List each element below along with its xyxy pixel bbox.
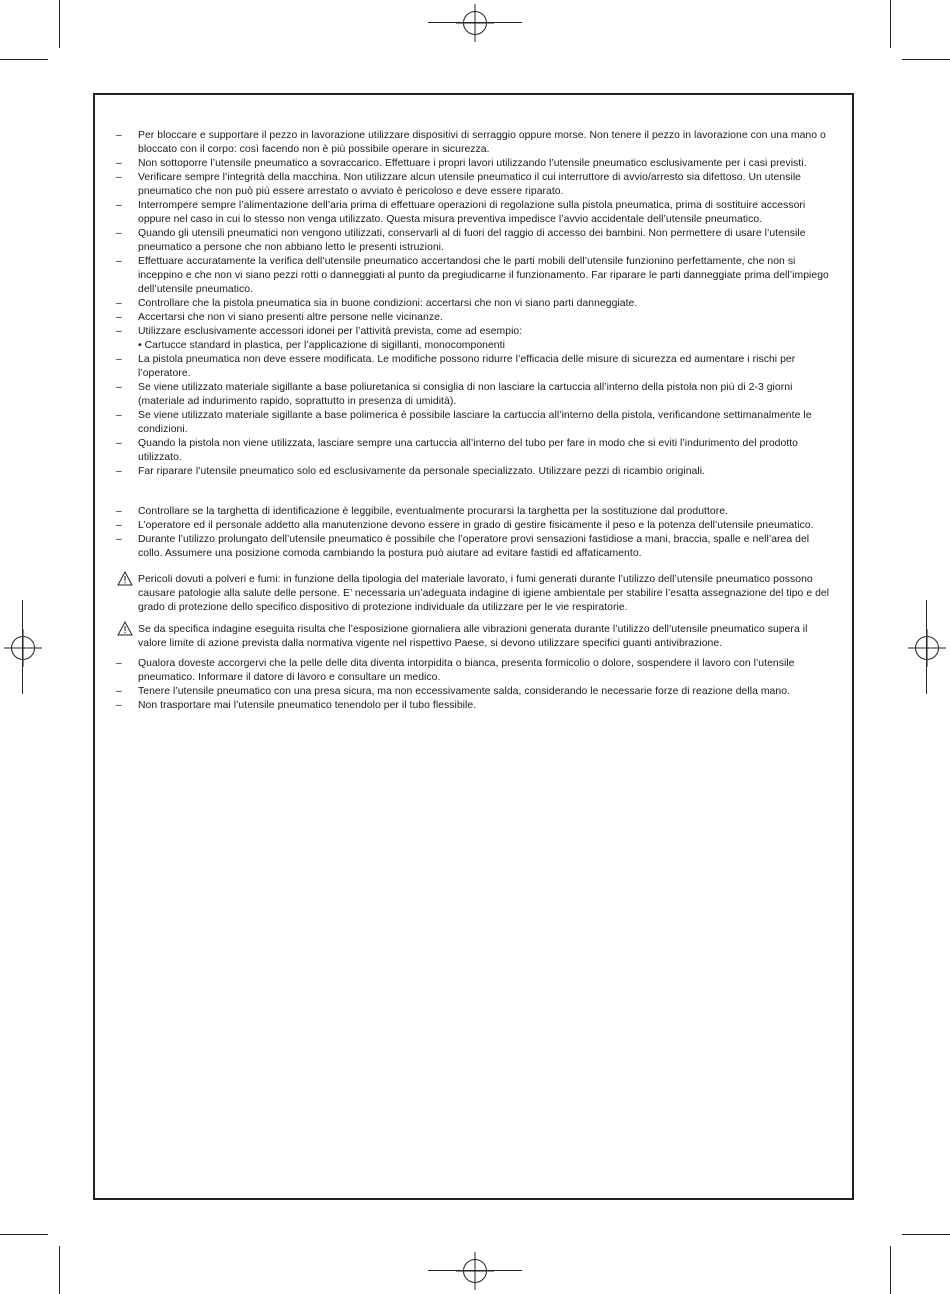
warning-vibration [116,623,834,651]
crop-mark [902,59,950,60]
list-item [116,519,834,533]
list-item [116,171,834,199]
list-item [116,255,834,297]
list-item [116,297,834,311]
warning-triangle-icon [117,571,133,586]
dash: – [116,438,122,449]
list-item-text: Per bloccare e supportare il pezzo in lavorazione utilizzare dispositivi di serraggio oppure morse. Non tenere il pezzo in lavorazione con una mano o bloccato con il corpo: così facendo non è più possibile operare in sicurezza. [138,130,826,155]
safety-list-handling [116,657,834,713]
list-item [116,505,834,519]
crop-mark [0,59,48,60]
list-item [116,311,834,325]
crop-mark [890,0,891,48]
dash: – [116,506,122,517]
list-item-text: Non trasportare mai l’utensile pneumatico tenendolo per il tubo flessibile. [138,700,477,711]
list-item [116,157,834,171]
warning-text: Se da specifica indagine eseguita risulta che l’esposizione giornaliera alle vibrazioni generata durante l’utilizzo dell’utensile pneumatico supera il valore limite di azione prevista dalla normativa vigente nel rispettivo Paese, si devono utilizzare specifici guanti antivibrazione. [138,624,808,649]
list-item-text: Se viene utilizzato materiale sigillante a base polimerica è possibile lasciare la cartuccia all’interno della pistola, verificandone settimanalmente le condizioni. [138,410,812,435]
safety-list-general-cont [116,353,834,479]
registration-mark-icon [11,636,35,660]
list-item [116,699,834,713]
dash: – [116,686,122,697]
list-subitem-text: • Cartucce standard in plastica, per l’applicazione di sigillanti, monocomponenti [138,340,505,351]
warning-triangle-icon [117,621,133,636]
list-item [116,227,834,255]
list-item-text: Controllare se la targhetta di identificazione è leggibile, eventualmente procurarsi la targhetta per la sostituzione dal produttore. [138,506,729,517]
list-item-text: La pistola pneumatica non deve essere modificata. Le modifiche possono ridurre l’efficacia delle misure di sicurezza ed aumentare i rischi per l’operatore. [138,354,796,379]
list-item-text: Interrompere sempre l’alimentazione dell’aria prima di effettuare operazioni di regolazione sulla pistola pneumatica, prima di sostituire accessori oppure nel caso in cui lo stesso non venga utilizzato. Questa misura preventiva impedisce l’avvio accidentale dell’utensile pneumatico. [138,200,806,225]
list-item-text: Verificare sempre l’integrità della macchina. Non utilizzare alcun utensile pneumatico il cui interruttore di avvio/arresto sia difettoso. Un utensile pneumatico che non può più essere arrestato o avviato è pericoloso e deve essere riparato. [138,172,802,197]
list-item-text: Tenere l’utensile pneumatico con una presa sicura, ma non eccessivamente salda, considerando le necessarie forze di reazione della mano. [138,686,790,697]
dash: – [116,326,122,337]
list-item [116,533,834,561]
crop-mark [890,1246,891,1294]
list-item [116,685,834,699]
dash: – [116,534,122,545]
safety-list-general [116,129,834,325]
dash: – [116,158,122,169]
dash: – [116,172,122,183]
list-item [116,325,834,353]
dash: – [116,130,122,141]
crop-mark [0,1234,48,1235]
list-item-text: Utilizzare esclusivamente accessori idonei per l’attività prevista, come ad esempio: [138,326,523,337]
list-item-text: Se viene utilizzato materiale sigillante a base poliuretanica si consiglia di non lasciare la cartuccia all’interno della pistola non più di 2-3 giorni (materiale ad indurimento rapido, soprattutto in presenza di umidità). [138,382,793,407]
dash: – [116,256,122,267]
list-item [116,381,834,409]
dash: – [116,228,122,239]
registration-mark-icon [915,636,939,660]
list-item [116,437,834,465]
safety-instructions [116,129,834,713]
safety-list-accessories [116,325,834,353]
list-item-text: Effettuare accuratamente la verifica dell’utensile pneumatico accertandosi che le parti mobili dell’utensile funzionino perfettamente, che non si inceppino e che non vi siano pezzi rotti o danneggiati al punto da pregiudicarne il funzionamento. Far riparare le parti danneggiate prima dell’impiego dell’utensile pneumatico. [138,256,829,295]
dash: – [116,658,122,669]
dash: – [116,700,122,711]
list-item-text: Durante l’utilizzo prolungato dell’utensile pneumatico è possibile che l’operatore provi sensazioni fastidiose a mani, braccia, spalle e nell’area del collo. Assumere una posizione comoda cambiando la postura può aiutare ad evitare fastidi ed affaticamento. [138,534,810,559]
list-item-text: Far riparare l’utensile pneumatico solo ed esclusivamente da personale specializzato. Utilizzare pezzi di ricambio originali. [138,466,706,477]
crop-mark [59,0,60,48]
dash: – [116,200,122,211]
list-item [116,409,834,437]
dash: – [116,382,122,393]
dash: – [116,312,122,323]
list-item [116,465,834,479]
list-item-text: Quando la pistola non viene utilizzata, lasciare sempre una cartuccia all’interno del tubo per fare in modo che si eviti l’indurimento del prodotto utilizzato. [138,438,799,463]
list-item-text: Quando gli utensili pneumatici non vengono utilizzati, conservarli al di fuori del raggio di accesso dei bambini. Non permettere di usare l’utensile pneumatico a persone che non abbiano letto le presenti istruzioni. [138,228,806,253]
registration-mark-icon [463,1259,487,1283]
dash: – [116,520,122,531]
safety-list-ergonomics [116,505,834,561]
page-frame [93,93,854,1200]
list-item-text: Accertarsi che non vi siano presenti altre persone nelle vicinanze. [138,312,443,323]
list-item-text: Non sottoporre l’utensile pneumatico a sovraccarico. Effettuare i propri lavori utilizzando l’utensile pneumatico esclusivamente per i casi previsti. [138,158,807,169]
registration-mark-icon [463,11,487,35]
warning-dust [116,573,834,615]
list-item-text: Controllare che la pistola pneumatica sia in buone condizioni: accertarsi che non vi siano parti danneggiate. [138,298,638,309]
list-item [116,129,834,157]
dash: – [116,466,122,477]
list-item-text: L’operatore ed il personale addetto alla manutenzione devono essere in grado di gestire fisicamente il peso e la potenza dell’utensile pneumatico. [138,520,814,531]
crop-mark [59,1246,60,1294]
list-item [116,353,834,381]
list-item [116,657,834,685]
list-item [116,199,834,227]
dash: – [116,354,122,365]
warning-text: Pericoli dovuti a polveri e fumi: in funzione della tipologia del materiale lavorato, i fumi generati durante l’utilizzo dell’utensile pneumatico possono causare patologie alla salute delle persone. E’ necessaria un’adeguata indagine di igiene ambientale per stabilire l’esatta assegnazione del tipo e del grado di protezione dello specifico dispositivo di protezione individuale da utilizzare per le vie respiratorie. [138,574,830,613]
list-item-text: Qualora doveste accorgervi che la pelle delle dita diventa intorpidita o bianca, presenta formicolio o dolore, sospendere il lavoro con l’utensile pneumatico. Informare il datore di lavoro e consultare un medico. [138,658,795,683]
dash: – [116,410,122,421]
crop-mark [902,1234,950,1235]
dash: – [116,298,122,309]
